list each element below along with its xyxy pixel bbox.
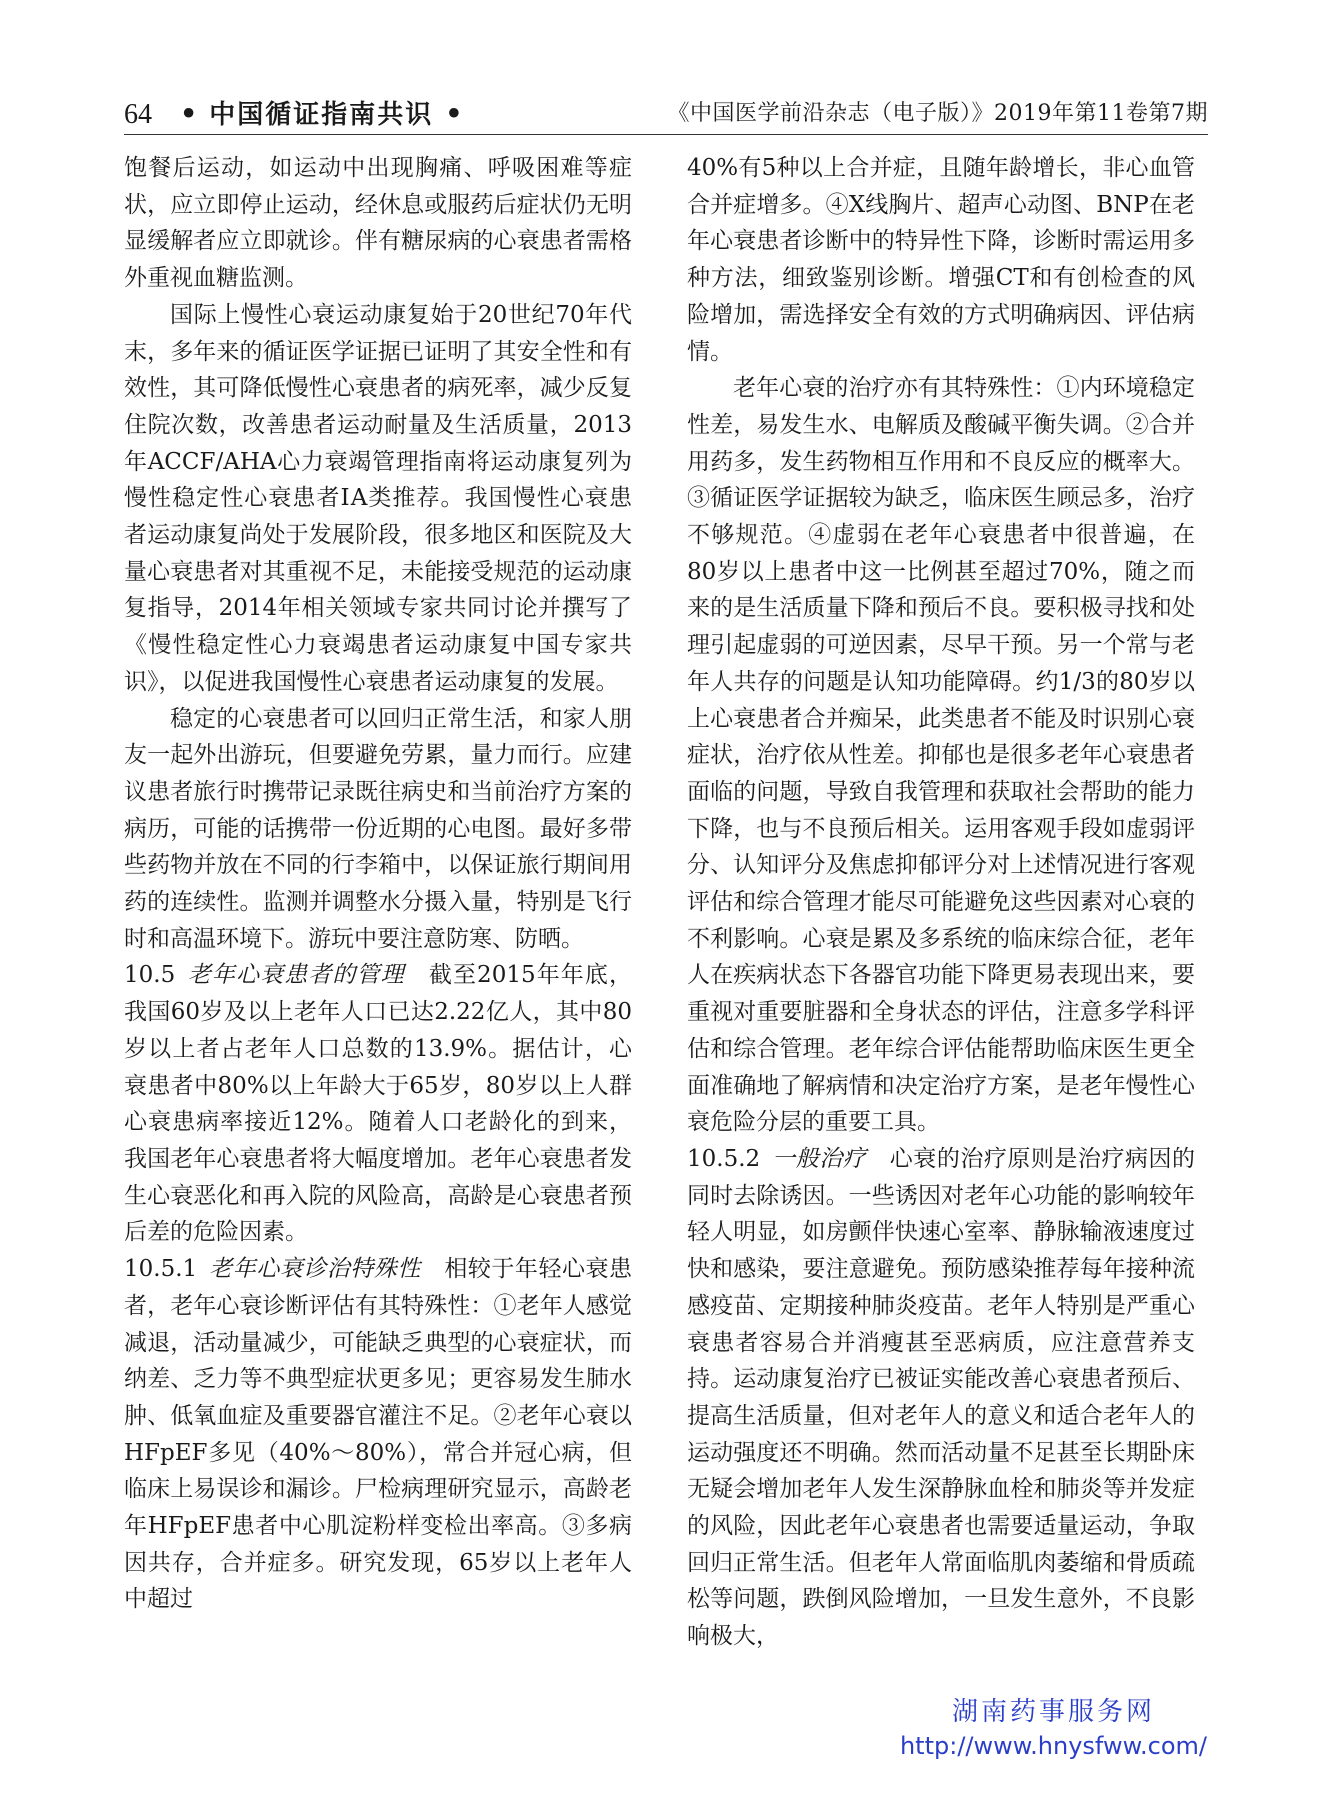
- section-number: 10.5.2: [687, 1145, 761, 1172]
- body-paragraph: 稳定的心衰患者可以回归正常生活，和家人朋友一起外出游玩，但要避免劳累，量力而行。应建议患者旅行时携带记录既往病史和当前治疗方案的病历，可能的话携带一份近期的心电图。最好多带些药物并放在不同的行李箱中，以保证旅行期间用药的连续性。监测并调整水分摄入量，特别是飞行时和高温环境下。游玩中要注意防寒、防晒。: [124, 705, 632, 952]
- right-column: [687, 150, 1195, 1655]
- header-left: [124, 94, 475, 131]
- page-header: [124, 88, 1208, 135]
- watermark: [900, 1695, 1207, 1763]
- continued-paragraph: 饱餐后运动，如运动中出现胸痛、呼吸困难等症状，应立即停止运动，经休息或服药后症状仍无明显缓解者应立即就诊。伴有糖尿病的心衰患者需格外重视血糖监测。: [124, 155, 632, 292]
- section-heading: 一般治疗: [771, 1145, 867, 1172]
- journal-citation: 《中国医学前沿杂志（电子版）》2019年第11卷第7期: [667, 101, 1208, 126]
- section-heading: 老年心衰诊治特殊性: [208, 1256, 421, 1283]
- section-body: 心衰的治疗原则是治疗病因的同时去除诱因。一些诱因对老年心功能的影响较年轻人明显，如房颤伴快速心室率、静脉输液速度过快和感染，要注意避免。预防感染推荐每年接种流感疫苗、定期接种肺炎疫苗。老年人特别是严重心衰患者容易合并消瘦甚至恶病质，应注意营养支持。运动康复治疗已被证实能改善心衰患者预后、提高生活质量，但对老年人的意义和适合老年人的运动强度还不明确。然而活动量不足甚至长期卧床无疑会增加老年人发生深静脉血栓和肺炎等并发症的风险，因此老年心衰患者也需要适量运动，争取回归正常生活。但老年人常面临肌肉萎缩和骨质疏松等问题，跌倒风险增加，一旦发生意外，不良影响极大，: [687, 1145, 1196, 1650]
- continued-paragraph: 40%有5种以上合并症，且随年龄增长，非心血管合并症增多。④X线胸片、超声心动图、BNP在老年心衰患者诊断中的特异性下降，诊断时需运用多种方法，细致鉴别诊断。增强CT和有创检查的风险增加，需选择安全有效的方式明确病因、评估病情。: [687, 155, 1195, 365]
- body-paragraph: 国际上慢性心衰运动康复始于20世纪70年代末，多年来的循证医学证据已证明了其安全性和有效性，其可降低慢性心衰患者的病死率，减少反复住院次数，改善患者运动耐量及生活质量，2013年ACCF/AHA心力衰竭管理指南将运动康复列为慢性稳定性心衰患者ⅠA类推荐。我国慢性心衰患者运动康复尚处于发展阶段，很多地区和医院及大量心衰患者对其重视不足，未能接受规范的运动康复指导，2014年相关领域专家共同讨论并撰写了《慢性稳定性心力衰竭患者运动康复中国专家共识》，以促进我国慢性心衰患者运动康复的发展。: [124, 301, 632, 695]
- section-body: 相较于年轻心衰患者，老年心衰诊断评估有其特殊性：①老年人感觉减退，活动量减少，可能缺乏典型的心衰症状，而纳差、乏力等不典型症状更多见；更容易发生肺水肿、低氧血症及重要器官灌注不足。②老年心衰以HFpEF多见（40%～80%），常合并冠心病，但临床上易误诊和漏诊。尸检病理研究显示，高龄老年HFpEF患者中心肌淀粉样变检出率高。③多病因共存，合并症多。研究发现，65岁以上老年人中超过: [124, 1256, 633, 1613]
- section-paragraph: [124, 1251, 632, 1618]
- body-paragraph: 老年心衰的治疗亦有其特殊性：①内环境稳定性差，易发生水、电解质及酸碱平衡失调。②合并用药多，发生药物相互作用和不良反应的概率大。③循证医学证据较为缺乏，临床医生顾忌多，治疗不够规范。④虚弱在老年心衰患者中很普遍，在80岁以上患者中这一比例甚至超过70%，随之而来的是生活质量下降和预后不良。要积极寻找和处理引起虚弱的可逆因素，尽早干预。另一个常与老年人共存的问题是认知功能障碍。约1/3的80岁以上心衰患者合并痴呆，此类患者不能及时识别心衰症状，治疗依从性差。抑郁也是很多老年心衰患者面临的问题，导致自我管理和获取社会帮助的能力下降，也与不良预后相关。运用客观手段如虚弱评分、认知评分及焦虑抑郁评分对上述情况进行客观评估和综合管理才能尽可能避免这些因素对心衰的不利影响。心衰是累及多系统的临床综合征，老年人在疾病状态下各器官功能下降更易表现出来，要重视对重要脏器和全身状态的评估，注意多学科评估和综合管理。老年综合评估能帮助临床医生更全面准确地了解病情和决定治疗方案，是老年慢性心衰危险分层的重要工具。: [687, 375, 1195, 1136]
- section-paragraph: [124, 957, 632, 1251]
- section-number: 10.5.1: [124, 1256, 198, 1283]
- section-number: 10.5: [124, 962, 176, 989]
- watermark-url[interactable]: http://www.hnysfww.com/: [899, 1732, 1207, 1760]
- section-heading: 老年心衰患者的管理: [186, 962, 405, 989]
- bullet-dot: •: [180, 99, 198, 130]
- section-body: 截至2015年年底，我国60岁及以上老年人口已达2.22亿人，其中80岁以上者占老年人口总数的13.9%。据估计，心衰患者中80%以上年龄大于65岁，80岁以上人群心衰患病率接近12%。随着人口老龄化的到来，我国老年心衰患者将大幅度增加。老年心衰患者发生心衰恶化和再入院的风险高，高龄是心衰患者预后差的危险因素。: [124, 962, 632, 1246]
- page-number: 64: [124, 99, 152, 130]
- watermark-name: 湖南药事服务网: [951, 1697, 1155, 1727]
- left-column: [124, 150, 632, 1618]
- section-title: 中国循证指南共识: [209, 100, 434, 130]
- bullet-dot: •: [445, 99, 463, 130]
- section-paragraph: [687, 1141, 1195, 1655]
